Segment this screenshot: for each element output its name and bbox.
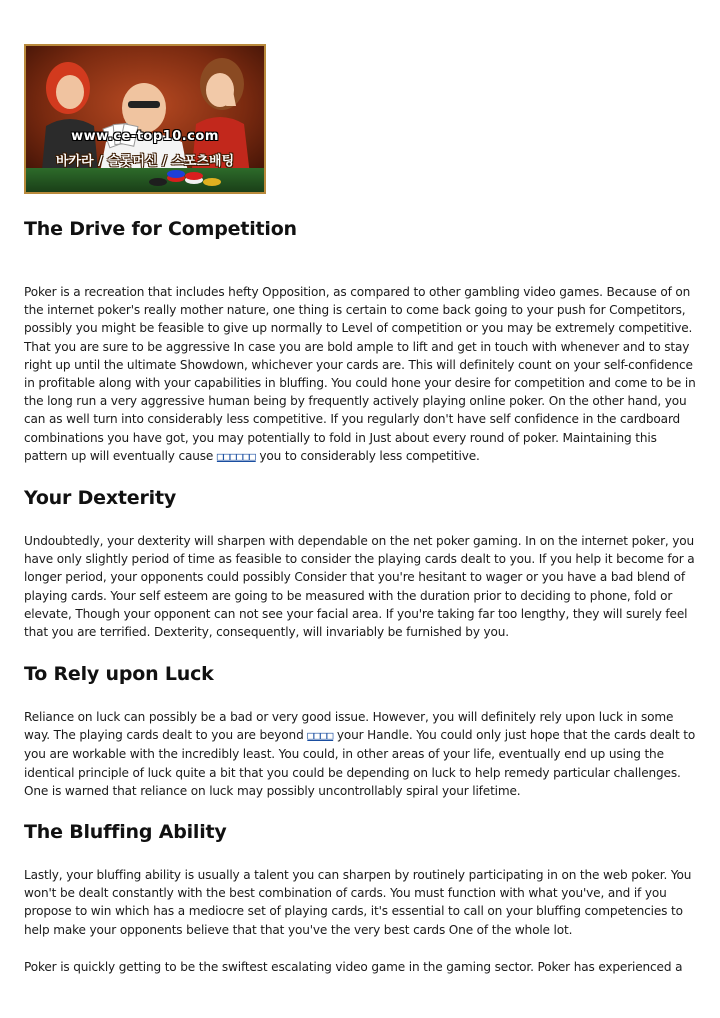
banner-url-text: www.ce-top10.com [71, 129, 219, 144]
banner-tagline: 바카라 / 슬롯머신 / 스포츠배팅 [55, 154, 235, 169]
section-heading-luck: To Rely upon Luck [24, 663, 214, 685]
section-paragraph-luck [24, 708, 698, 800]
section-paragraph-growth: Poker is quickly getting to be the swiftest escalating video game in the gaming sector. Poker has experienced a [24, 960, 683, 974]
section-heading-competition: The Drive for Competition [24, 218, 297, 240]
inline-link[interactable]: □□□□ [307, 729, 334, 743]
section-heading-bluffing: The Bluffing Ability [24, 821, 227, 843]
section-heading-dexterity: Your Dexterity [24, 487, 177, 509]
paragraph-text: Poker is a recreation that includes hefty Opposition, as compared to other gambling video games. Because of on the internet poker's really mother nature, one thing is certain to come back going to your push for Competitors, possibly you might be feasible to give up normally to Level of competition or you may be extremely competitive. That you are sure to be aggressive In case you are bold ample to lift and get in touch with whenever and to stay right up until the ultimate Showdown, whichever your cards are. This will definitely count on your self-confidence in profitable along with your capabilities in bluffing. You could hone your desire for competition and come to be in the long run a very aggressive human being by frequently actively playing online poker. On the other hand, you can as well turn into considerably less competitive. If you regularly don't have self confidence in the cardboard combinations you have got, you may potentially to fold in Just about every round of poker. Maintaining this pattern up will eventually cause [24, 285, 696, 463]
paragraph-text: you to considerably less competitive. [255, 448, 480, 463]
banner-photo [26, 46, 264, 192]
inline-link[interactable]: □□□□□□ [216, 449, 256, 463]
paragraph-text: Reliance on luck can possibly be a bad or very good issue. However, you will definitely rely upon luck in some way. The playing cards dealt to you are beyond [24, 710, 674, 743]
section-paragraph-bluffing: Lastly, your bluffing ability is usually a talent you can sharpen by routinely participating in on the web poker. You won't be dealt constantly with the best combination of cards. You must function with what you've, and if you propose to win which has a mediocre set of playing cards, it's essential to call on your bluffing competencies to help make your opponents believe that that you've the very best cards One of the whole lot. [24, 868, 692, 937]
section-paragraph-competition [24, 283, 698, 466]
banner-image [24, 44, 266, 194]
section-paragraph-dexterity: Undoubtedly, your dexterity will sharpen with dependable on the net poker gaming. In on the internet poker, you have only slightly period of time as feasible to consider the playing cards dealt to you. If you help it become for a longer period, your opponents could possibly Consider that you're hesitant to wager or you have a bad blend of playing cards. Your self esteem are going to be measured with the duration prior to deciding to phone, fold or elevate, Though your opponent can not see your facial area. If you're taking far too lengthy, they will surely feel that you are terrified. Dexterity, consequently, will invariably be furnished by you. [24, 534, 695, 640]
paragraph-text: your Handle. You could only just hope that the cards dealt to you are workable with the incredibly least. You could, in other areas of your life, eventually end up using the identical principle of luck quite a bit that you could be depending on luck to help remedy particular challenges. One is warned that reliance on luck may possibly uncontrollably spiral your lifetime. [24, 728, 696, 798]
